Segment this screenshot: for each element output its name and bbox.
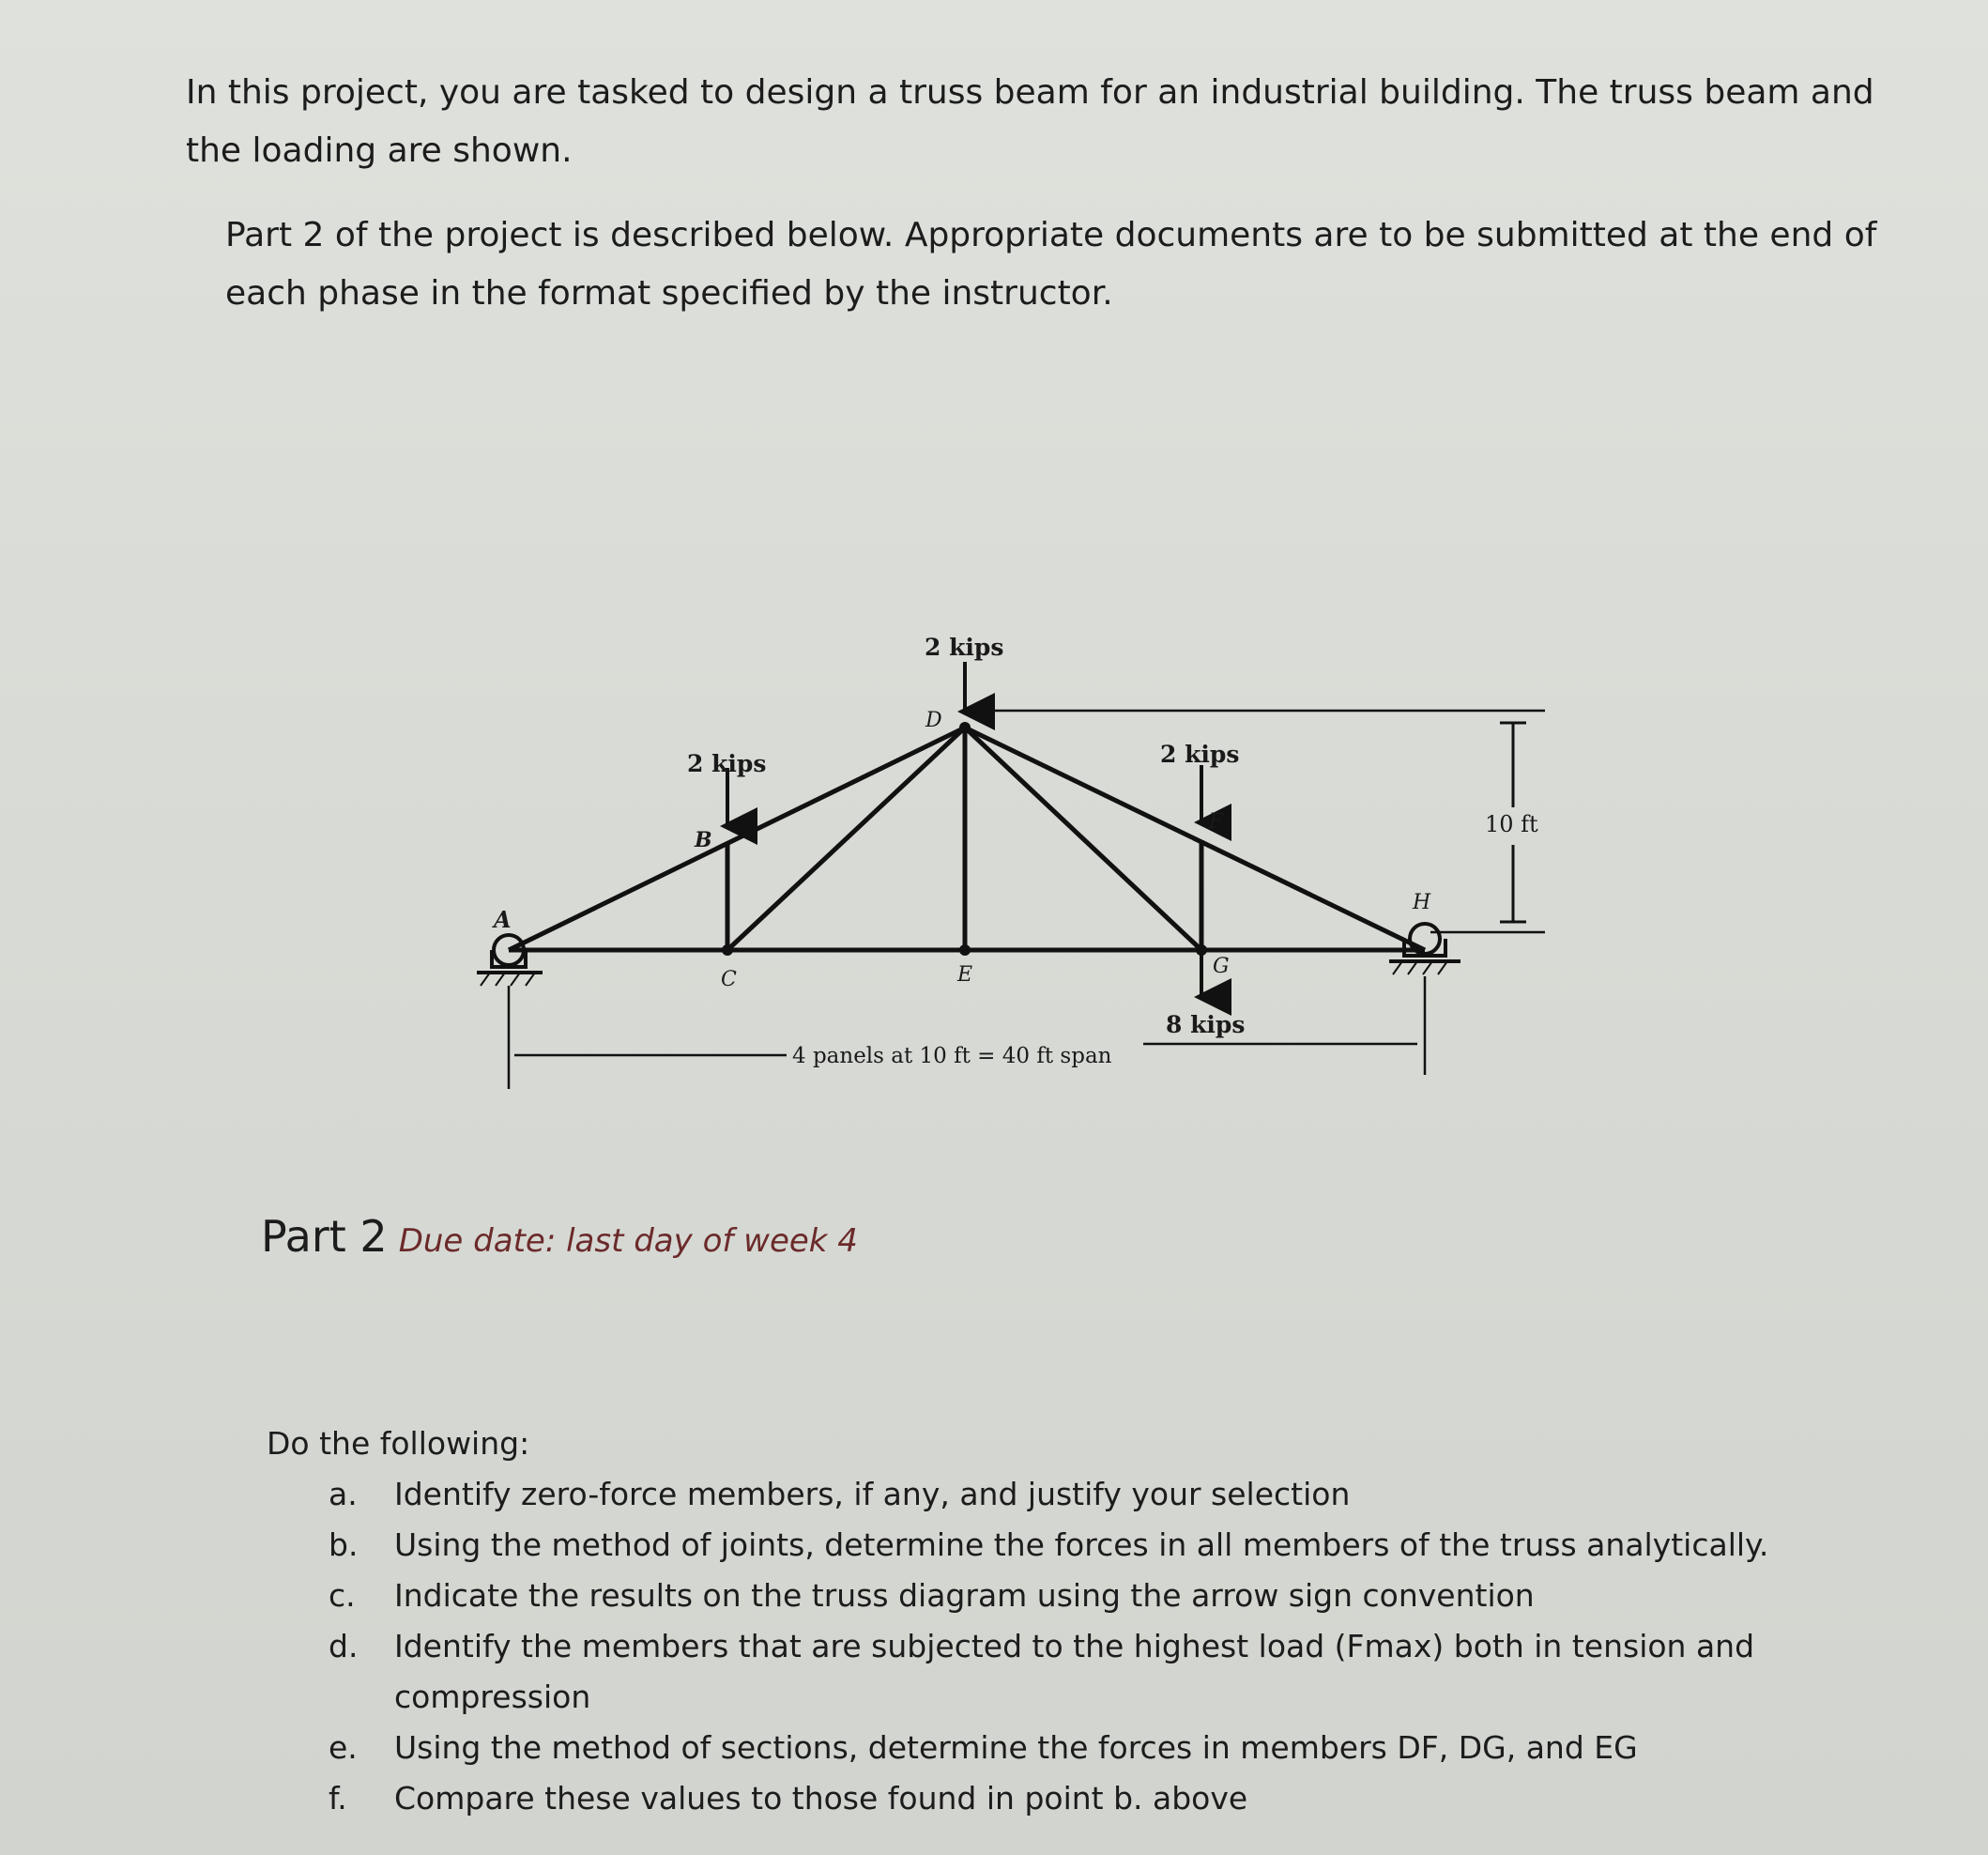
- task-letter: b.: [329, 1526, 359, 1563]
- node-label-e: E: [957, 963, 973, 987]
- task-text: Compare these values to those found in point b. above: [394, 1780, 1248, 1817]
- node-label-d: D: [925, 709, 942, 732]
- task-text: Using the method of joints, determine the forces in all members of the truss analytically.: [394, 1526, 1769, 1563]
- task-item: [329, 1520, 1793, 1571]
- load-label-f: 2 kips: [1160, 741, 1240, 768]
- task-text: Indicate the results on the truss diagram using the arrow sign convention: [394, 1577, 1535, 1614]
- pin-support-a: [477, 935, 543, 986]
- task-item: [329, 1621, 1793, 1723]
- load-label-d: 2 kips: [925, 634, 1004, 661]
- task-item: [329, 1469, 1793, 1520]
- task-item: [329, 1723, 1793, 1773]
- part-title: Part 2: [261, 1211, 388, 1262]
- intro-paragraph-1: In this project, you are tasked to design a truss beam for an industrial building. The truss beam and the loading are shown.: [186, 73, 1874, 170]
- task-letter: c.: [329, 1577, 356, 1614]
- task-list: [329, 1469, 1793, 1824]
- task-text: Using the method of sections, determine the forces in members DF, DG, and EG: [394, 1729, 1638, 1766]
- task-text: Identify zero-force members, if any, and justify your selection: [394, 1476, 1351, 1512]
- task-item: [329, 1773, 1793, 1824]
- task-letter: d.: [329, 1628, 359, 1664]
- task-letter: e.: [329, 1729, 358, 1766]
- task-letter: a.: [329, 1476, 358, 1512]
- task-letter: f.: [329, 1780, 347, 1817]
- task-item: [329, 1571, 1793, 1621]
- due-date: Due date: last day of week 4: [398, 1222, 858, 1260]
- span-label: 4 panels at 10 ft = 40 ft span: [792, 1044, 1112, 1068]
- node-label-f: F: [1209, 810, 1224, 834]
- node-label-h: H: [1413, 891, 1431, 914]
- height-label: 10 ft: [1485, 811, 1538, 837]
- load-label-g: 8 kips: [1166, 1011, 1246, 1038]
- node-label-b: B: [695, 828, 712, 852]
- task-text: Identify the members that are subjected to the highest load (Fmax) both in tension and compression: [394, 1628, 1755, 1715]
- instructions-lead: Do the following:: [267, 1425, 530, 1462]
- node-label-g: G: [1213, 955, 1230, 978]
- node-label-c: C: [721, 968, 737, 991]
- node-label-a: A: [494, 906, 512, 933]
- load-label-b: 2 kips: [687, 750, 767, 777]
- part-heading: [261, 1211, 858, 1262]
- intro-paragraph-2: Part 2 of the project is described below. Appropriate documents are to be submitted at the end of each phase in the format specified by the instructor.: [225, 216, 1877, 313]
